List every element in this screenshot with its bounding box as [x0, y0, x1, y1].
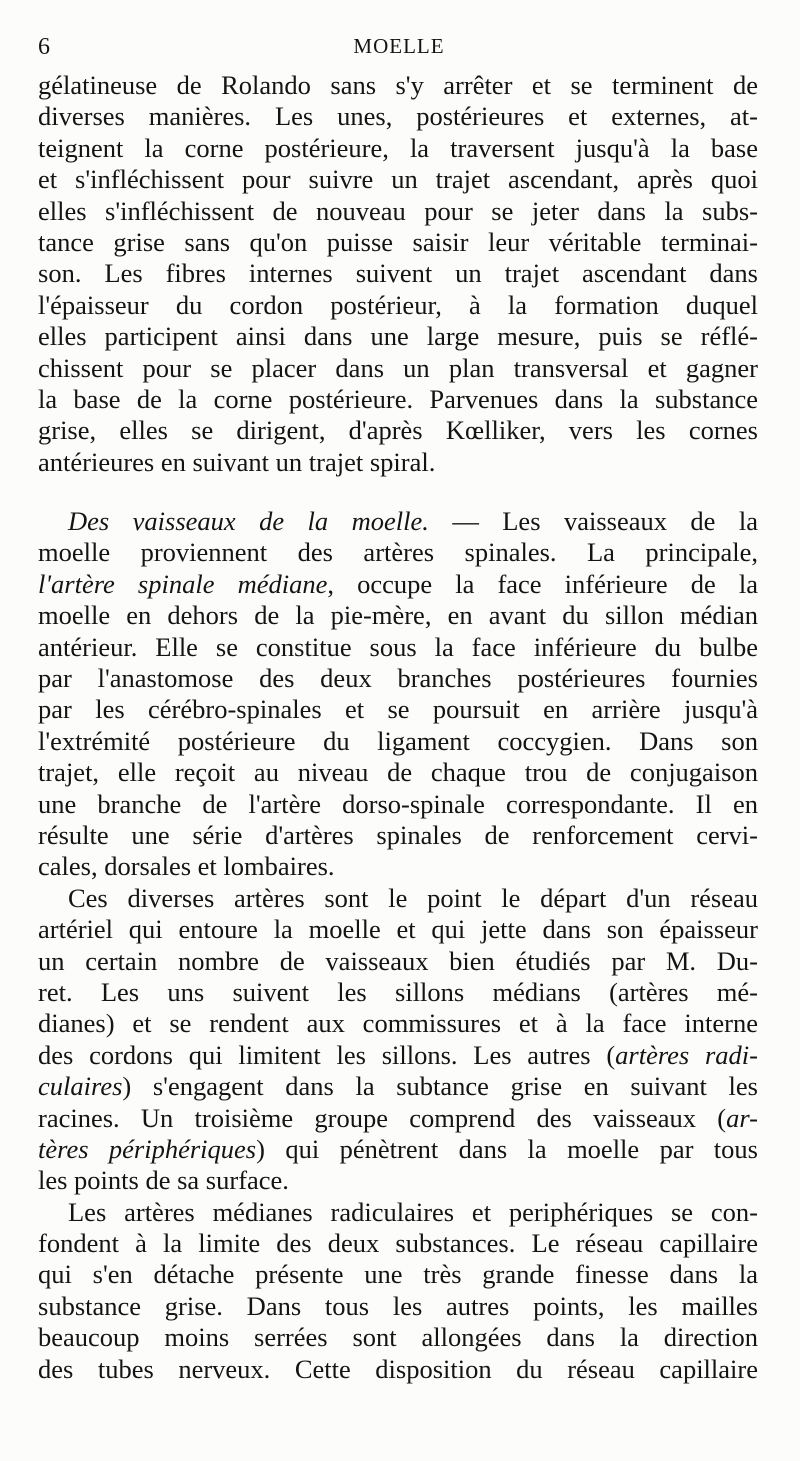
section-heading: Des vaisseaux de la moelle.: [68, 506, 429, 537]
text-line: chissent pour se placer dans un plan transversal et gagner: [38, 352, 758, 383]
running-title: MOELLE: [353, 34, 445, 58]
text-line: et s'infléchissent pour suivre un trajet ascendant, après quoi: [38, 164, 758, 195]
text-line: son. Les fibres internes suivent un trajet ascendant dans: [38, 258, 758, 289]
text-line: antérieures en suivant un trajet spiral.: [38, 446, 436, 477]
text-line: tance grise sans qu'on puisse saisir leur véritable terminai-: [38, 226, 758, 257]
text-line: résulte une série d'artères spinales de renforcement cervi-: [38, 819, 758, 850]
text-line: une branche de l'artère dorso-spinale correspondante. Il en: [38, 788, 758, 819]
text-line: grise, elles se dirigent, d'après Kœlliker, vers les cornes: [38, 415, 758, 446]
italic-term: culaires: [38, 1071, 123, 1102]
text-line: [38, 506, 758, 537]
text-line: l'extrémité postérieure du ligament coccygien. Dans son: [38, 725, 758, 756]
text-run: — Les vaisseaux de la: [428, 506, 758, 537]
text-line: antérieur. Elle se constitue sous la face inférieure du bulbe: [38, 631, 758, 662]
text-line: [38, 1134, 758, 1165]
text-line: par l'anastomose des deux branches postérieures fournies: [38, 663, 758, 694]
text-line: [38, 569, 758, 600]
section-gap: [38, 478, 758, 506]
paragraph-fibres: [38, 70, 758, 478]
text-line: elles s'infléchissent de nouveau pour se jeter dans la subs-: [38, 195, 758, 226]
text-line: qui s'en détache présente une très grande finesse dans la: [38, 1259, 758, 1290]
text-line: artériel qui entoure la moelle et qui jette dans son épaisseur: [38, 914, 758, 945]
italic-term: ar-: [726, 1102, 758, 1133]
paragraph-reseau: [38, 883, 758, 1197]
text-line: Les artères médianes radiculaires et periphériques se con-: [68, 1196, 758, 1227]
text-line: par les cérébro-spinales et se poursuit en arrière jusqu'à: [38, 694, 758, 725]
text-line: teignent la corne postérieure, la traversent jusqu'à la base: [38, 132, 758, 163]
text-line: trajet, elle reçoit au niveau de chaque trou de conjugaison: [38, 757, 758, 788]
text-line: moelle en dehors de la pie-mère, en avant du sillon médian: [38, 600, 758, 631]
text-line: dianes) et se rendent aux commissures et à la face interne: [38, 1008, 758, 1039]
text-line: diverses manières. Les unes, postérieures et externes, at-: [38, 101, 758, 132]
text-line: elles participent ainsi dans une large mesure, puis se réflé-: [38, 321, 758, 352]
page-number: 6: [38, 34, 50, 60]
italic-term: l'artère spinale médiane: [38, 568, 328, 599]
text-run: racines. Un troisième groupe comprend des vaisseaux (: [38, 1102, 727, 1133]
text-line: Ces diverses artères sont le point le départ d'un réseau: [68, 882, 758, 913]
text-line: moelle proviennent des artères spinales. La principale,: [38, 537, 758, 568]
text-run: ) s'engagent dans la subtance grise en suivant les: [122, 1071, 758, 1102]
text-line: beaucoup moins serrées sont allongées dans la direction: [38, 1322, 758, 1353]
text-run: des cordons qui limitent les sillons. Les autres (: [38, 1039, 616, 1070]
text-line: substance grise. Dans tous les autres points, les mailles: [38, 1290, 758, 1321]
paragraph-capillaires: [38, 1197, 758, 1385]
text-line: [38, 1103, 758, 1134]
text-line: gélatineuse de Rolando sans s'y arrêter et se terminent de: [38, 70, 758, 100]
page-header: [38, 30, 760, 64]
text-line: un certain nombre de vaisseaux bien étudiés par M. Du-: [38, 945, 758, 976]
text-line: des tubes nerveux. Cette disposition du réseau capillaire: [38, 1353, 758, 1384]
italic-term: tères périphériques: [38, 1133, 257, 1164]
text-line: la base de la corne postérieure. Parvenues dans la substance: [38, 383, 758, 414]
paragraph-vaisseaux: [38, 506, 758, 883]
text-line: l'épaisseur du cordon postérieur, à la formation duquel: [38, 289, 758, 320]
text-line: [38, 1040, 758, 1071]
text-line: cales, dorsales et lombaires.: [38, 851, 335, 882]
text-line: fondent à la limite des deux substances. Le réseau capillaire: [38, 1228, 758, 1259]
text-run: , occupe la face inférieure de la: [327, 568, 758, 599]
text-run: ) qui pénètrent dans la moelle par tous: [256, 1133, 758, 1164]
text-line: ret. Les uns suivent les sillons médians (artères mé-: [38, 976, 758, 1007]
italic-term: artères radi-: [615, 1039, 758, 1070]
text-line: [38, 1071, 758, 1102]
text-line: les points de sa surface.: [38, 1165, 289, 1196]
body-text: [38, 70, 758, 1385]
